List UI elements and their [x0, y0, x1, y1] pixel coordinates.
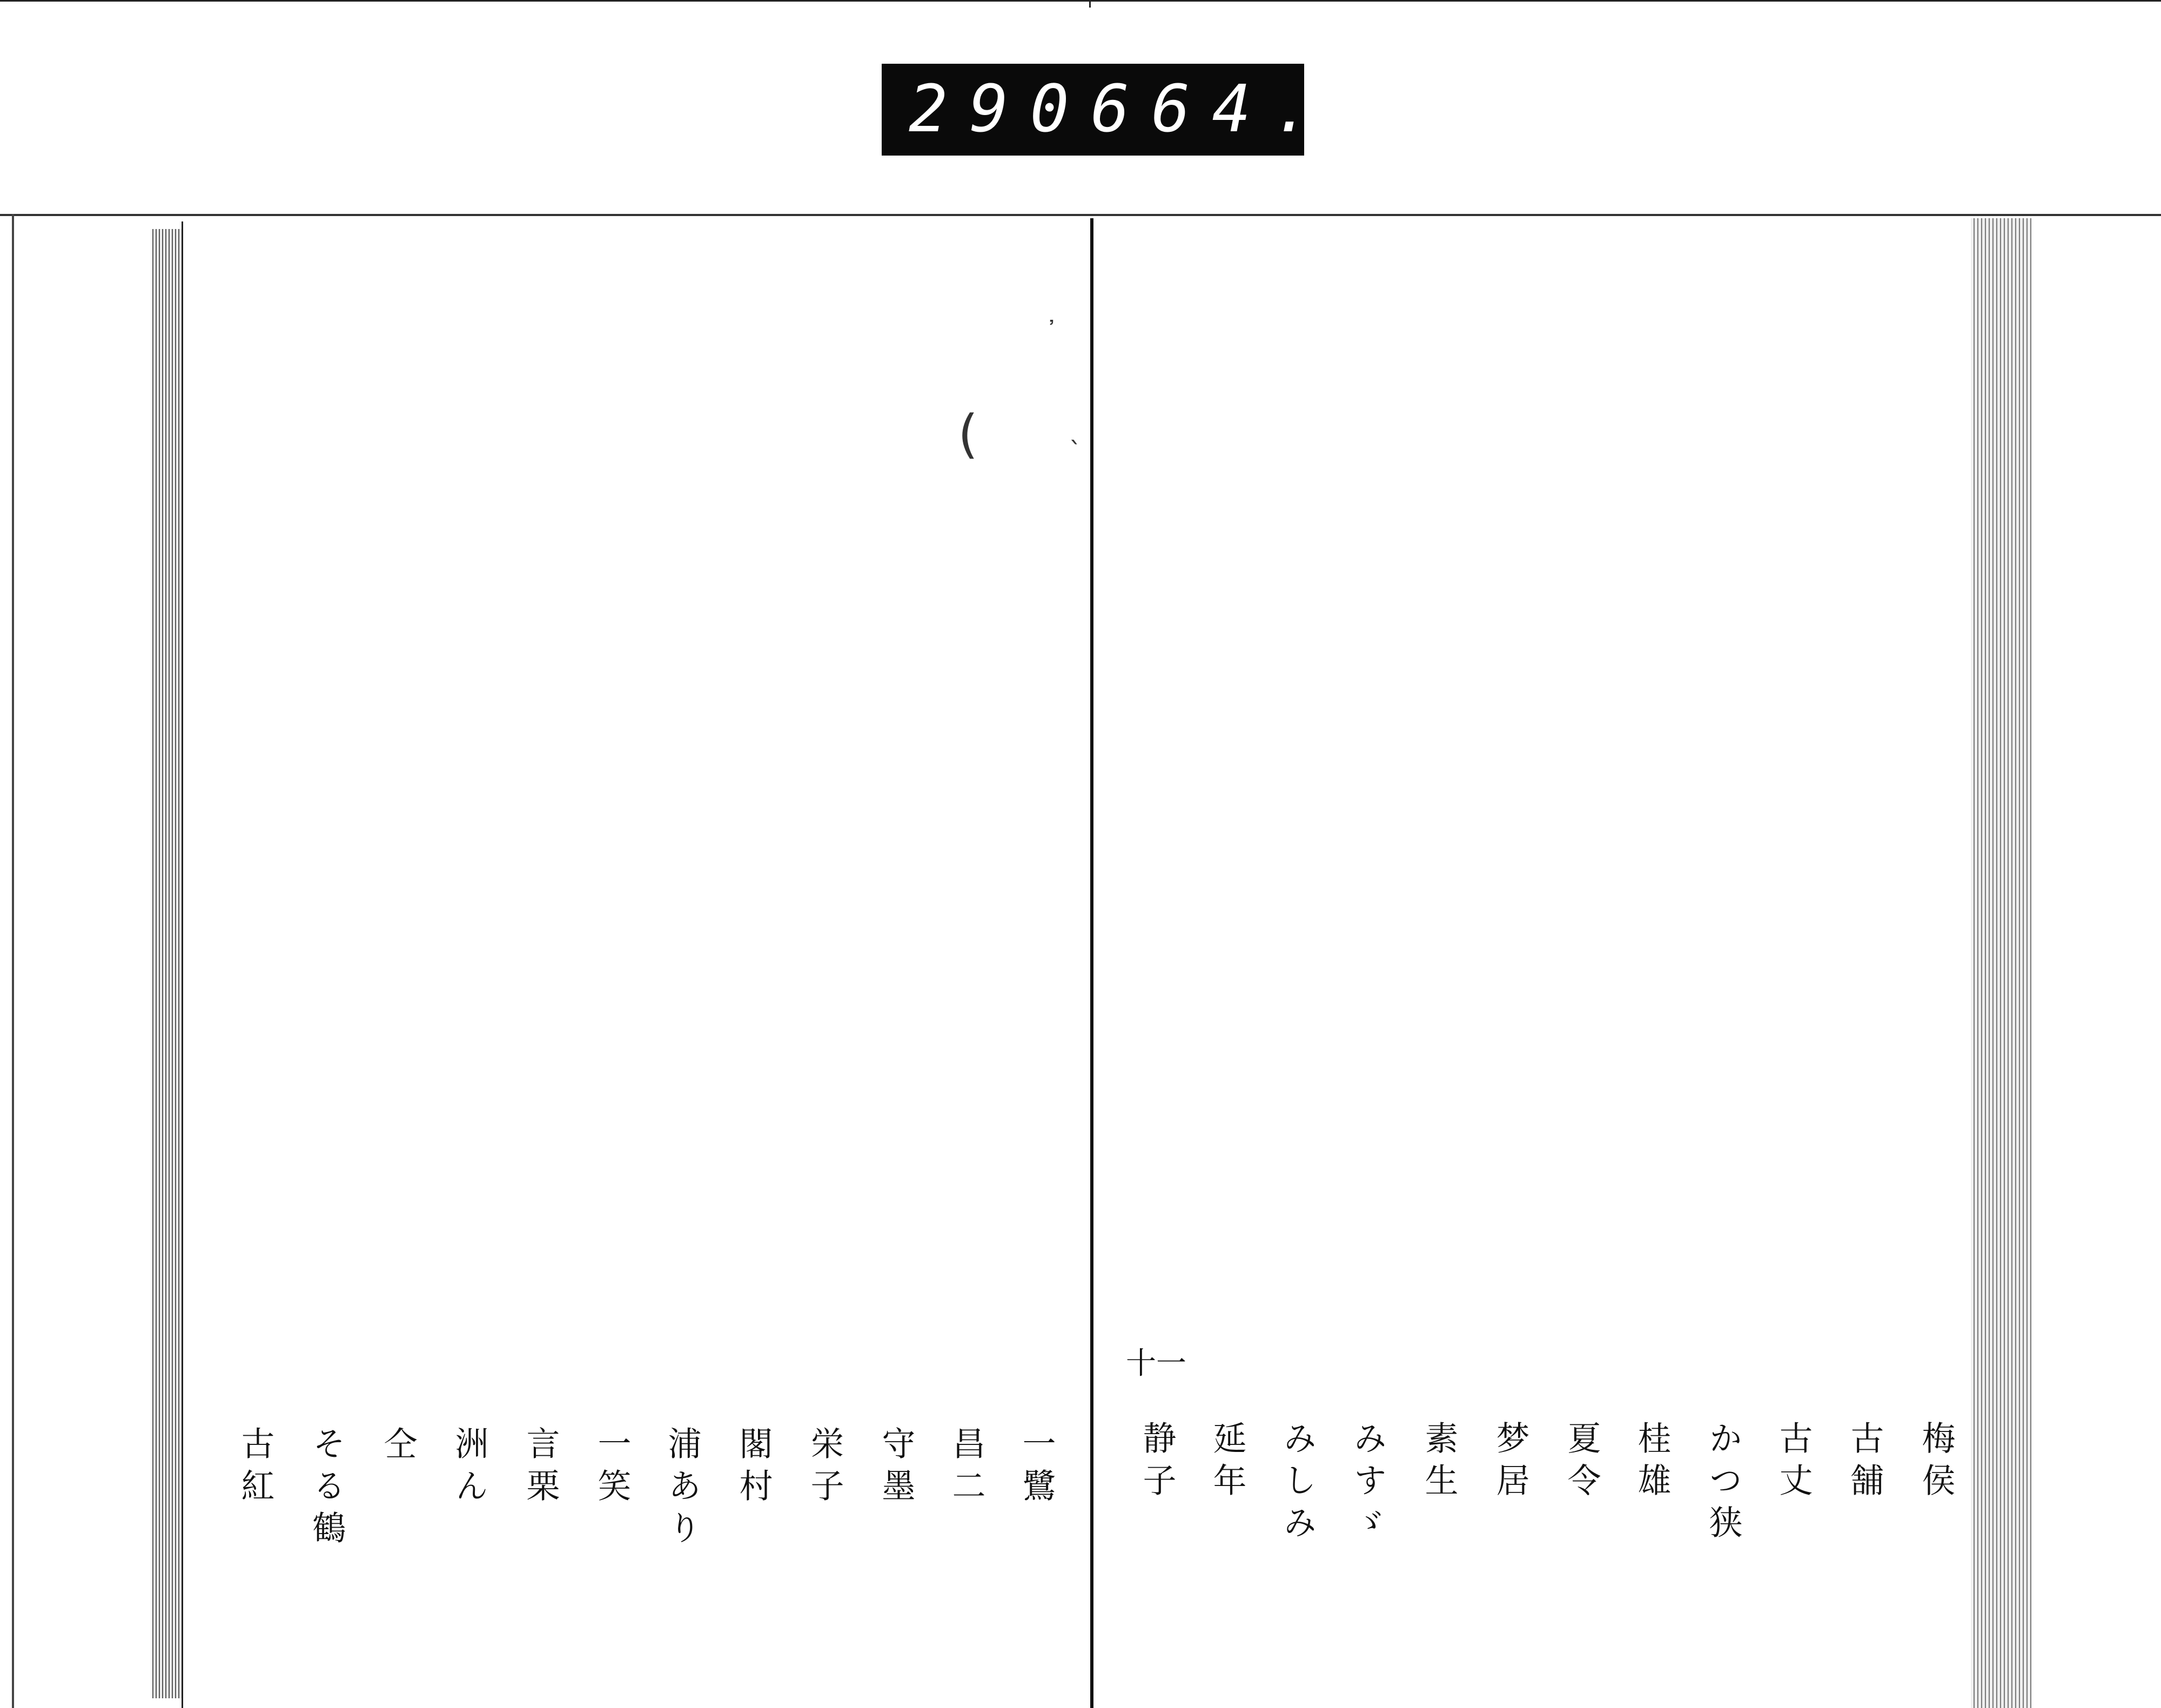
poet-name: そる鶴: [307, 1426, 346, 1552]
ink-bracket-mark: (: [958, 404, 978, 465]
poet-name: 一鷺: [1017, 1426, 1056, 1510]
poet-name: みすゞ: [1348, 1421, 1387, 1547]
poet-name: 古紅: [236, 1426, 275, 1510]
poet-name: 古丈: [1774, 1421, 1813, 1505]
poet-name: 栄子: [805, 1426, 844, 1510]
poet-name: 閣村: [734, 1426, 773, 1510]
catalog-right-number: 664.: [1090, 72, 1333, 147]
scan-top-border: [0, 0, 2161, 2]
poet-name: 静子: [1137, 1421, 1177, 1505]
poet-name: 古舗: [1845, 1421, 1884, 1505]
right-page: [1093, 221, 1971, 1708]
open-book-spread: [152, 218, 2031, 1708]
page-folio: 十一: [1126, 1346, 1186, 1381]
poet-name: 桂雄: [1632, 1421, 1672, 1505]
scan-frame-line: [0, 214, 2161, 216]
catalog-label-plate: [882, 64, 1333, 156]
ink-mark: ᾽: [1045, 317, 1058, 346]
poet-name: 洲ん: [449, 1426, 489, 1510]
poet-name: かつ狭: [1703, 1421, 1743, 1547]
left-page: [182, 221, 1093, 1708]
poet-name: 素生: [1419, 1421, 1459, 1505]
poet-name: 浦あり: [662, 1426, 702, 1552]
poet-name: 延年: [1207, 1421, 1247, 1505]
scan-frame-left-edge: [12, 214, 14, 1708]
right-page-edges: [1971, 218, 2031, 1708]
catalog-left-number: 290: [909, 72, 1091, 147]
poet-name: 梅侯: [1916, 1421, 1956, 1505]
poet-name: 仝: [378, 1426, 418, 1468]
poet-name: みしみ: [1278, 1421, 1317, 1547]
poet-name: 昌二: [947, 1426, 986, 1510]
left-page-edges: [152, 229, 182, 1698]
poet-name: 夏令: [1562, 1421, 1601, 1505]
poet-name: 守墨: [876, 1426, 916, 1510]
poet-name: 一笑: [592, 1426, 632, 1510]
poet-name: 言栗: [521, 1426, 560, 1510]
poet-name: 梦居: [1491, 1421, 1530, 1505]
ink-mark: ˋ: [1069, 436, 1082, 466]
scan-top-tick: [1089, 0, 1091, 8]
